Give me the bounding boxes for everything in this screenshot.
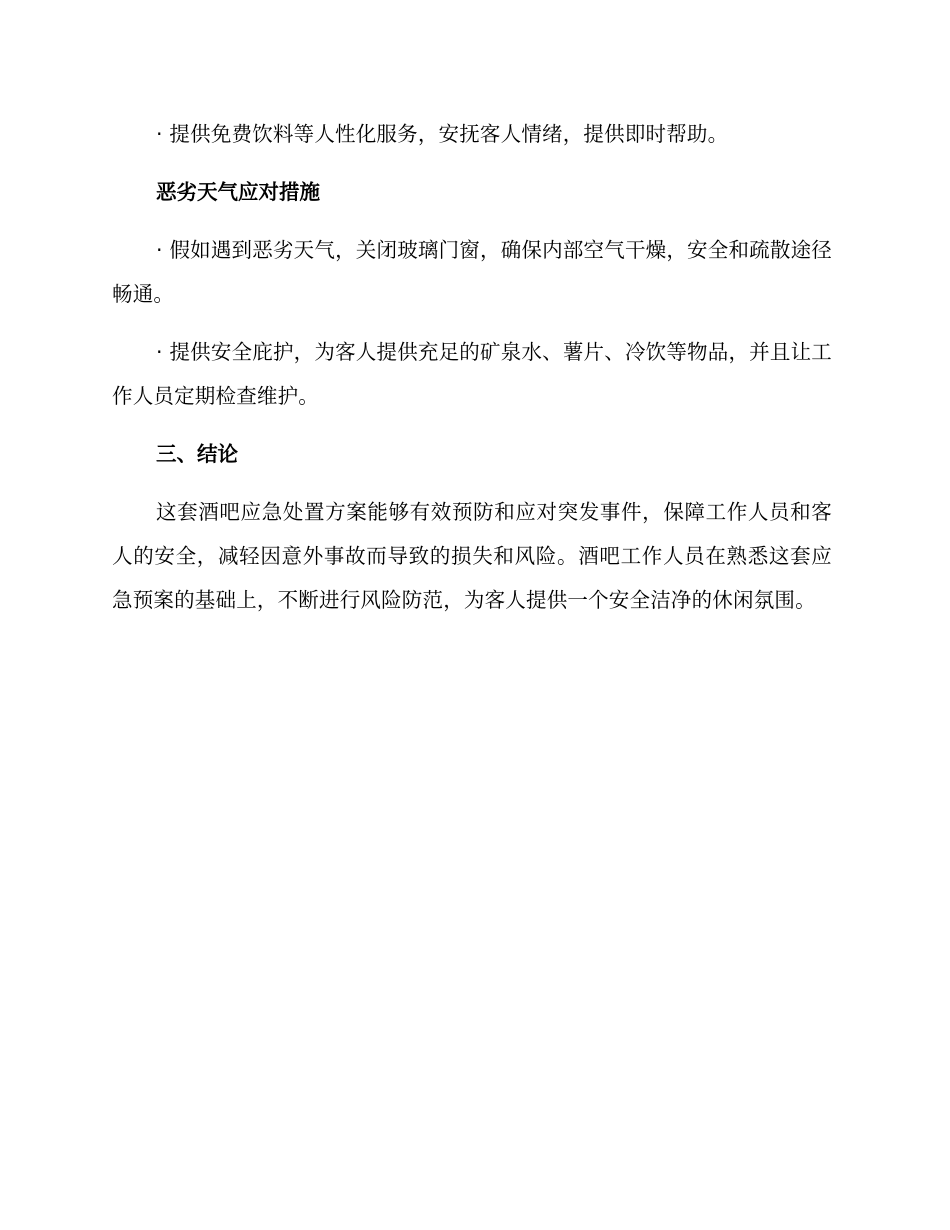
paragraph-conclusion: 这套酒吧应急处置方案能够有效预防和应对突发事件，保障工作人员和客人的安全，减轻因意外事故而导致的损失和风险。酒吧工作人员在熟悉这套应急预案的基础上，不断进行风险防范，为客人提供一个安全洁净的休闲氛围。 xyxy=(112,500,832,612)
heading-conclusion: 三、结论 xyxy=(156,442,238,466)
heading-bad-weather: 恶劣天气应对措施 xyxy=(156,180,320,204)
document-page xyxy=(112,112,832,636)
paragraph-close-windows: · 假如遇到恶劣天气，关闭玻璃门窗，确保内部空气干燥，安全和疏散途径畅通。 xyxy=(112,238,832,306)
paragraph-service: · 提供免费饮料等人性化服务，安抚客人情绪，提供即时帮助。 xyxy=(156,122,729,146)
paragraph-shelter: · 提供安全庇护，为客人提供充足的矿泉水、薯片、冷饮等物品，并且让工作人员定期检查维护。 xyxy=(112,340,832,408)
